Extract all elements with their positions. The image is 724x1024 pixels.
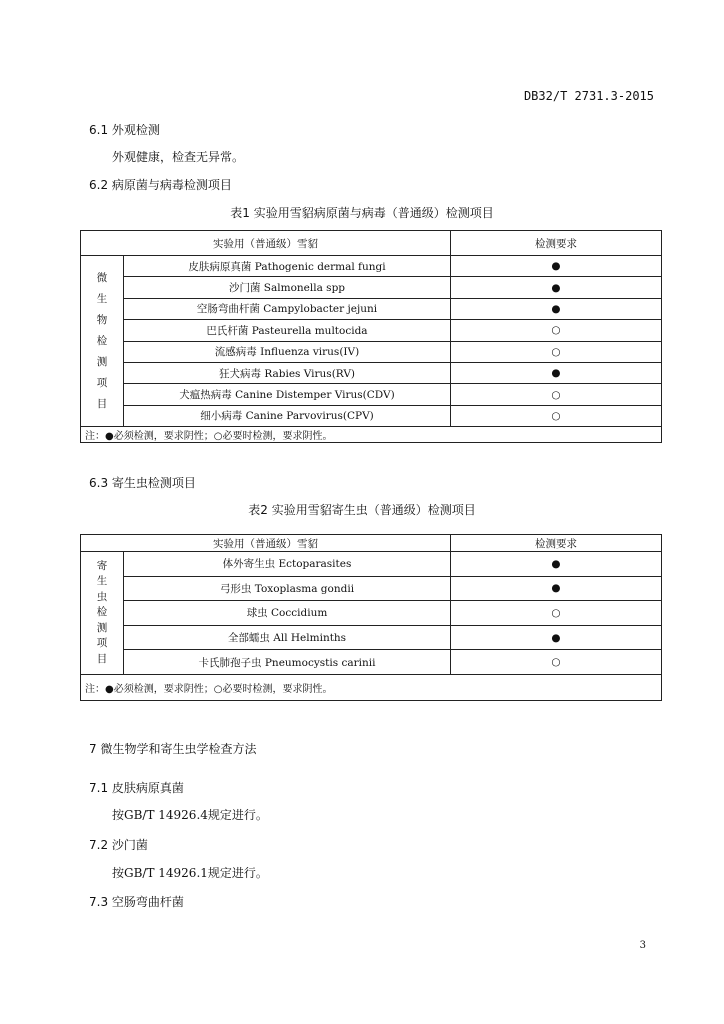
table2-note-row — [81, 674, 662, 700]
table-row — [81, 320, 662, 341]
table2-mark: ● — [451, 625, 662, 650]
table-row — [81, 576, 662, 601]
table1-item: 流感病毒 Influenza virus(IV) — [124, 341, 451, 362]
table-row — [81, 277, 662, 298]
table1-note: 注：●必须检测，要求阴性；○必要时检测，要求阴性。 — [81, 427, 662, 443]
table2-item: 体外寄生虫 Ectoparasites — [124, 552, 451, 577]
table2-note: 注：●必须检测，要求阴性；○必要时检测，要求阴性。 — [81, 674, 662, 700]
table1 — [80, 230, 662, 443]
table2-mark: ● — [451, 576, 662, 601]
document-number: DB32/T 2731.3-2015 — [523, 89, 654, 103]
table1-caption: 表1 实验用雪貂病原菌与病毒（普通级）检测项目 — [230, 206, 494, 220]
table2-side-label: 寄 生 虫 检 测 项 目 — [81, 552, 124, 675]
table2-mark: ○ — [451, 601, 662, 626]
section-7-2-text: 按GB/T 14926.1规定进行。 — [112, 866, 268, 880]
section-7-2-heading: 7.2 沙门菌 — [89, 838, 148, 852]
table1-mark: ○ — [451, 384, 662, 405]
table2-mark: ● — [451, 552, 662, 577]
table1-side-label: 微 生 物 检 测 项 目 — [81, 256, 124, 427]
table2-item: 弓形虫 Toxoplasma gondii — [124, 576, 451, 601]
table-row — [81, 625, 662, 650]
table1-mark: ○ — [451, 405, 662, 426]
table1-item: 沙门菌 Salmonella spp — [124, 277, 451, 298]
table1-item: 巴氏杆菌 Pasteurella multocida — [124, 320, 451, 341]
table1-header-row — [81, 231, 662, 256]
table1-item: 皮肤病原真菌 Pathogenic dermal fungi — [124, 256, 451, 277]
table2-item: 卡氏肺孢子虫 Pneumocystis carinii — [124, 650, 451, 675]
table2-header-row — [81, 535, 662, 552]
section-6-1-heading: 6.1 外观检测 — [89, 123, 160, 137]
table2-col-header: 实验用（普通级）雪貂 — [81, 535, 451, 552]
table-row — [81, 384, 662, 405]
table2-item: 球虫 Coccidium — [124, 601, 451, 626]
table2-req-header: 检测要求 — [451, 535, 662, 552]
table1-item: 犬瘟热病毒 Canine Distemper Virus(CDV) — [124, 384, 451, 405]
table2-caption: 表2 实验用雪貂寄生虫（普通级）检测项目 — [248, 503, 476, 517]
section-7-1-heading: 7.1 皮肤病原真菌 — [89, 781, 184, 795]
table-row — [81, 298, 662, 319]
table1-mark: ● — [451, 256, 662, 277]
table2-mark: ○ — [451, 650, 662, 675]
section-6-3-heading: 6.3 寄生虫检测项目 — [89, 476, 196, 490]
table-row — [81, 650, 662, 675]
section-7-heading: 7 微生物学和寄生虫学检查方法 — [89, 742, 257, 756]
table1-mark: ● — [451, 362, 662, 383]
table1-mark: ○ — [451, 320, 662, 341]
table2 — [80, 534, 662, 701]
section-6-2-heading: 6.2 病原菌与病毒检测项目 — [89, 178, 232, 192]
table1-mark: ● — [451, 298, 662, 319]
table1-note-row — [81, 427, 662, 443]
table1-mark: ○ — [451, 341, 662, 362]
table-row — [81, 405, 662, 426]
table-row — [81, 552, 662, 577]
section-7-1-text: 按GB/T 14926.4规定进行。 — [112, 808, 268, 822]
table1-col-header: 实验用（普通级）雪貂 — [81, 231, 451, 256]
page-number: 3 — [639, 940, 646, 951]
table1-item: 空肠弯曲杆菌 Campylobacter jejuni — [124, 298, 451, 319]
section-7-3-heading: 7.3 空肠弯曲杆菌 — [89, 895, 184, 909]
table1-req-header: 检测要求 — [451, 231, 662, 256]
table-row — [81, 362, 662, 383]
table1-item: 细小病毒 Canine Parvovirus(CPV) — [124, 405, 451, 426]
table-row — [81, 341, 662, 362]
table-row — [81, 601, 662, 626]
table1-mark: ● — [451, 277, 662, 298]
table1-item: 狂犬病毒 Rabies Virus(RV) — [124, 362, 451, 383]
section-6-1-text: 外观健康，检查无异常。 — [112, 150, 245, 164]
table-row — [81, 256, 662, 277]
table2-item: 全部蠕虫 All Helminths — [124, 625, 451, 650]
